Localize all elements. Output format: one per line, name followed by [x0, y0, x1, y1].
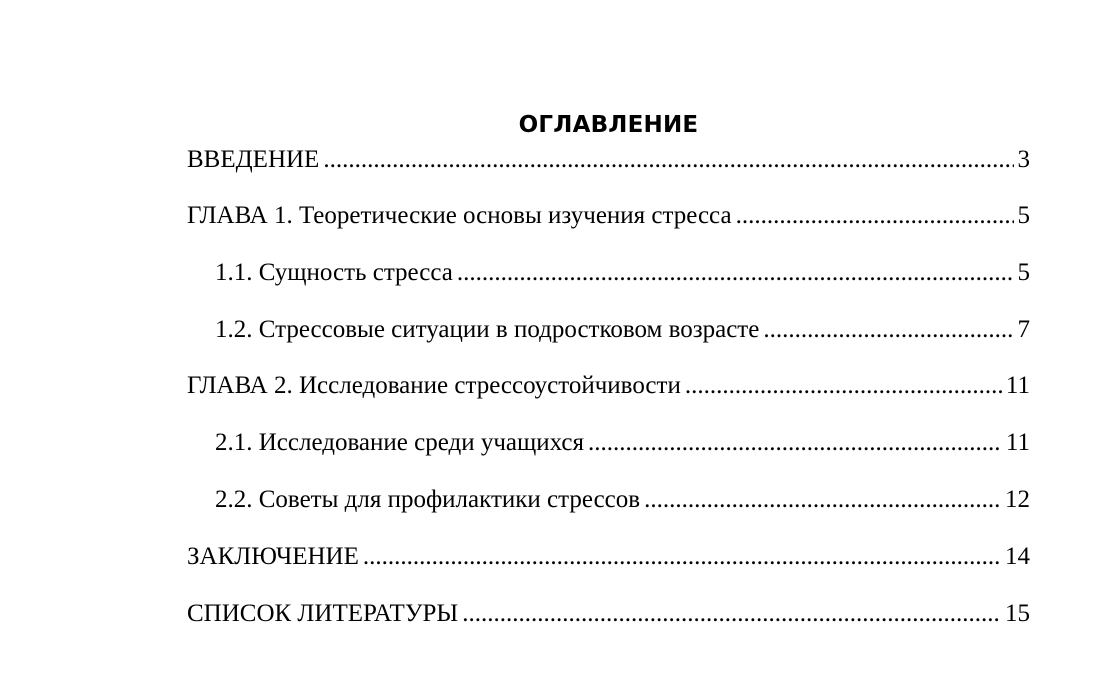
dot-leader: [685, 366, 1002, 406]
dot-leader: [323, 140, 1013, 180]
dot-leader: [457, 253, 1014, 293]
dot-leader: [644, 480, 1001, 520]
toc-entry-page: 5: [1017, 258, 1030, 286]
toc-entry-label: 1.2. Стрессовые ситуации в подростковом возрасте: [215, 315, 760, 343]
dot-leader: [363, 537, 1001, 577]
dot-leader: [763, 310, 1013, 350]
toc-entry-label: ЗАКЛЮЧЕНИЕ: [187, 542, 359, 570]
toc-entry-section-2-1[interactable]: [187, 423, 1030, 480]
toc-entry-section-2-2[interactable]: [187, 480, 1030, 537]
toc-entry-page: 15: [1005, 599, 1030, 627]
toc-entry-page: 7: [1017, 315, 1030, 343]
toc-entry-label: СПИСОК ЛИТЕРАТУРЫ: [187, 599, 459, 627]
toc-entry-label: ГЛАВА 1. Теоретические основы изучения стресса: [187, 202, 732, 229]
toc-entry-label: 2.1. Исследование среди учащихся: [215, 429, 585, 457]
toc-entry-page: 5: [1017, 202, 1030, 229]
toc-title: ОГЛАВЛЕНИЕ: [518, 112, 699, 138]
toc-entry-references[interactable]: [187, 594, 1030, 651]
toc-entry-section-1-2[interactable]: [187, 310, 1030, 367]
toc-entry-label: ВВЕДЕНИЕ: [187, 146, 320, 173]
toc-entry-section-1-1[interactable]: [187, 253, 1030, 310]
toc-entry-page: 12: [1005, 485, 1030, 513]
toc-entry-page: 14: [1005, 542, 1030, 570]
toc-entry-conclusion[interactable]: [187, 537, 1030, 594]
toc-entry-label: ГЛАВА 2. Исследование стрессоустойчивости: [187, 372, 681, 400]
toc-entry-page: 11: [1005, 429, 1030, 457]
toc-entry-introduction[interactable]: [187, 140, 1030, 196]
toc-entry-label: 1.1. Сущность стресса: [215, 258, 453, 286]
toc-entry-chapter-1[interactable]: [187, 196, 1030, 253]
toc-entry-page: 11: [1005, 372, 1030, 400]
dot-leader: [588, 423, 1002, 463]
table-of-contents: [187, 110, 1030, 650]
toc-entry-page: 3: [1017, 146, 1030, 173]
dot-leader: [736, 196, 1014, 236]
dot-leader: [462, 594, 1001, 634]
toc-entry-label: 2.2. Советы для профилактики стрессов: [215, 485, 641, 513]
toc-entry-chapter-2[interactable]: [187, 366, 1030, 423]
